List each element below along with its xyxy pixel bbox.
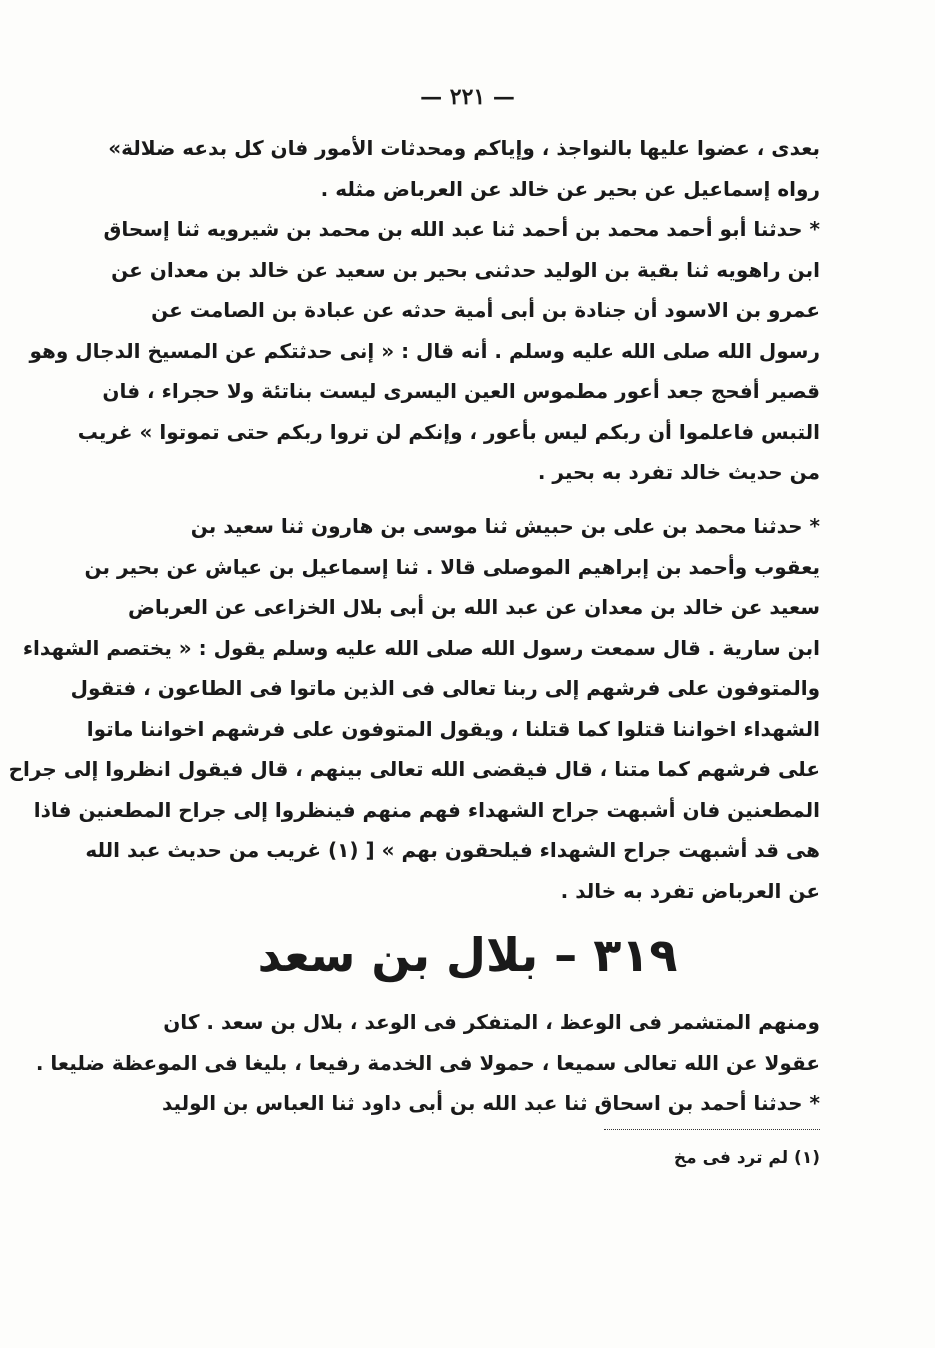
footnote-divider [604, 1129, 820, 1130]
text-line: هى قد أشبهت جراح الشهداء فيلحقون بهم » [ (١) غريب من حديث عبد الله [85, 838, 820, 862]
hadith-block-continued [29, 128, 820, 493]
text-line: التبس فاعلموا أن ربكم ليس بأعور ، وإنكم لن تروا ربكم حتى تموتوا » غريب [77, 419, 820, 444]
text-line: * حدثنا أحمد بن اسحاق ثنا عبد الله بن أبى داود ثنا العباس بن الوليد [161, 1091, 820, 1115]
text-line: الشهداء اخواننا قتلوا كما قتلنا ، ويقول المتوفون على فرشهم اخواننا ماتوا [86, 716, 820, 741]
text-line: * حدثنا محمد بن على بن حبيش ثنا موسى بن هارون ثنا سعيد بن [190, 514, 820, 538]
text-line: من حديث خالد تفرد به بحير . [537, 460, 820, 484]
text-line: عن العرباض تفرد به خالد . [560, 878, 820, 903]
biography-intro-block [35, 1002, 820, 1124]
footnote: (١) لم ترد فى مخ [673, 1148, 820, 1168]
text-line: عمرو بن الاسود أن جنادة بن أبى أمية حدثه عن عبادة بن الصامت عن [151, 298, 820, 322]
text-line: رسول الله صلى الله عليه وسلم . أنه قال : « إنى حدثتكم عن المسيخ الدجال وهو [29, 338, 820, 363]
text-line: ابن راهويه ثنا بقية بن الوليد حدثنى بحير بن سعيد عن خالد بن معدان عن [111, 257, 820, 282]
text-line: قصير أفحج جعد أعور مطموس العين اليسرى ليست بناتئة ولا حجراء ، فان [102, 379, 820, 403]
text-line: على فرشهم كما متنا ، قال فيقضى الله تعالى بينهم ، قال فيقول انظروا إلى جراح [8, 757, 820, 781]
text-line: بعدى ، عضوا عليها بالنواجذ ، وإياكم ومحدثات الأمور فان كل بدعه ضلالة» [108, 136, 820, 160]
text-line: عقولا عن الله تعالى سميعا ، حمولا فى الخدمة رفيعا ، بليغا فى الموعظة ضليعا . [35, 1050, 820, 1075]
text-line: * حدثنا أبو أحمد محمد بن أحمد ثنا عبد الله بن محمد بن شيرويه ثنا إسحاق [103, 217, 820, 241]
text-line: ابن سارية . قال سمعت رسول الله صلى الله عليه وسلم يقول : « يختصم الشهداء [22, 635, 820, 660]
hadith-block-shuhada [8, 506, 820, 911]
text-line: المطعنين فان أشبهت جراح الشهداء فهم منهم فينظروا إلى جراح المطعنين فاذا [33, 797, 820, 822]
text-line: والمتوفون على فرشهم إلى ربنا تعالى فى الذين ماتوا فى الطاعون ، فتقول [70, 676, 820, 700]
text-line: سعيد عن خالد بن معدان عن عبد الله بن أبى بلال الخزاعى عن العرباض [127, 595, 820, 619]
page-number: — ٢٢١ — [420, 84, 515, 110]
text-line: رواه إسماعيل عن بحير عن خالد عن العرباض مثله . [320, 176, 820, 201]
text-line: ومنهم المتشمر فى الوعظ ، المتفكر فى الوعد ، بلال بن سعد . كان [163, 1010, 820, 1034]
text-line: يعقوب وأحمد بن إبراهيم الموصلى قالا . ثنا إسماعيل بن عياش عن بحير بن [84, 554, 820, 579]
section-heading: ٣١٩ – بلال بن سعد [257, 928, 678, 982]
